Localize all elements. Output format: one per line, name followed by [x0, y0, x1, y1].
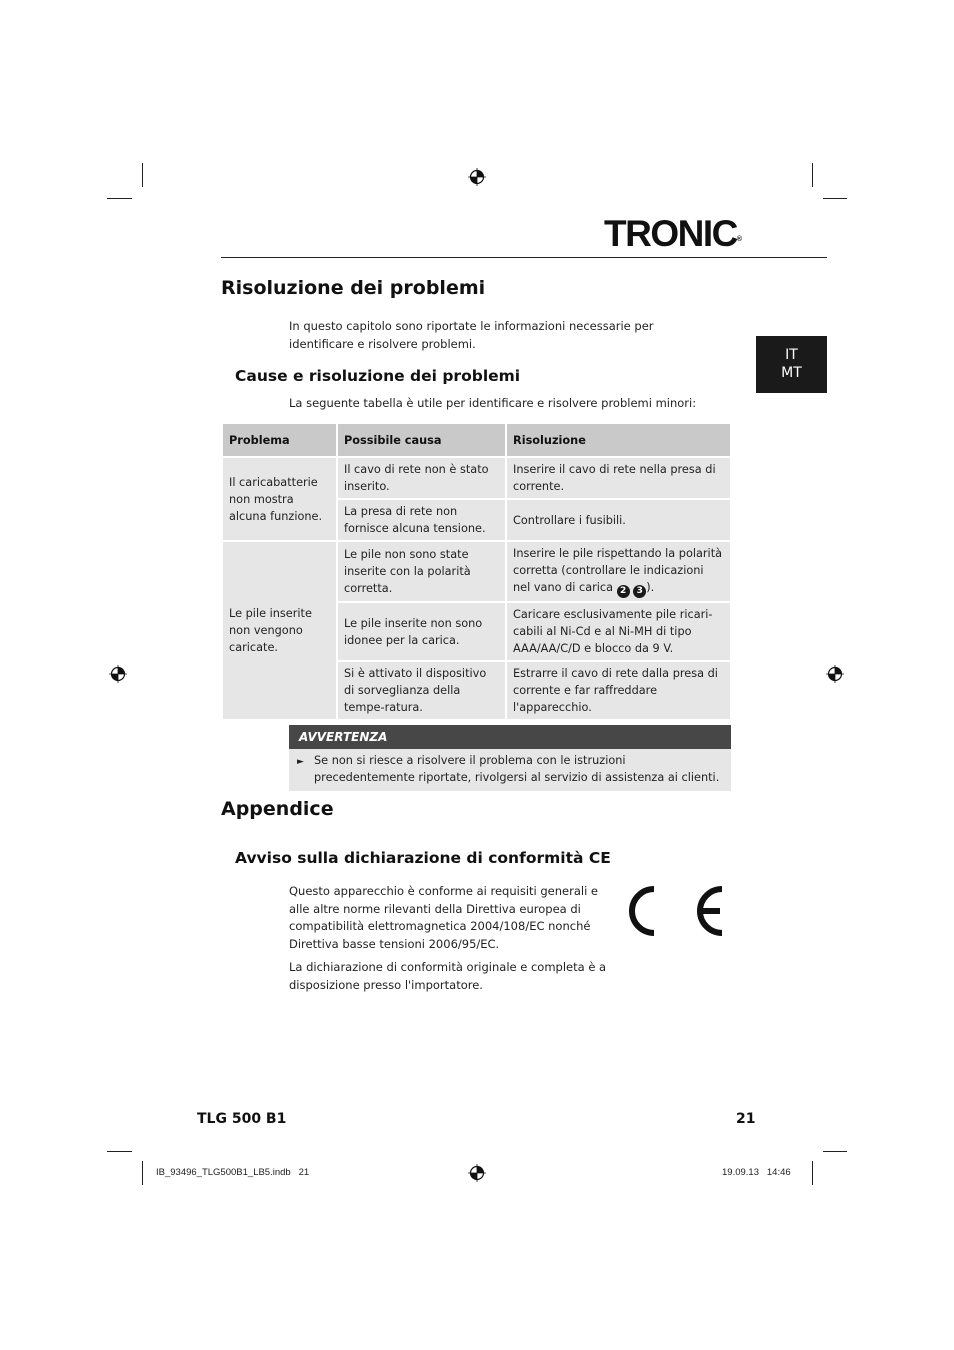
table-row [222, 457, 731, 499]
intro-paragraph: In questo capitolo sono riportate le informazioni necessarie per identificare e risolvere problemi. [289, 319, 654, 351]
cause-cell: La presa di rete non fornisce alcuna tensione. [337, 499, 506, 541]
cause-cell: Le pile non sono state inserite con la polarità corretta. [337, 541, 506, 602]
cause-cell: Le pile inserite non sono idonee per la carica. [337, 602, 506, 661]
appendix-title: Appendice [221, 798, 334, 820]
header-cause: Possibile causa [337, 423, 506, 457]
solution-cell [506, 541, 731, 602]
solution-text-end: ). [646, 581, 655, 594]
header-problem: Problema [222, 423, 337, 457]
problem-cell: Le pile inserite non vengono caricate. [222, 541, 337, 720]
bullet-arrow-icon: ► [297, 757, 304, 767]
language-tab-mt: MT [781, 365, 802, 381]
troubleshooting-table [221, 422, 732, 721]
registered-mark: ® [736, 236, 742, 243]
language-tab [756, 336, 827, 393]
table-header-row [222, 423, 731, 457]
crop-mark [107, 198, 132, 199]
print-slug-date: 19.09.13 14:46 [722, 1167, 791, 1178]
crop-mark [812, 163, 813, 187]
registration-mark-icon [109, 665, 127, 683]
language-tab-it: IT [785, 347, 798, 363]
warning-text: Se non si riesce a risolvere il problema con le istruzioni precedentemente riportate, rivolgersi al servizio di assistenza ai clienti. [314, 754, 720, 784]
brand-logo [604, 214, 742, 254]
registration-mark-icon [468, 1164, 486, 1182]
solution-text: Inserire le pile rispettando la polarità corretta (controllare le indicazioni nel vano di carica [513, 547, 723, 594]
registration-mark-icon [826, 665, 844, 683]
section-subtitle: Cause e risoluzione dei problemi [235, 367, 521, 385]
solution-cell: Estrarre il cavo di rete dalla presa di corrente e far raffreddare l'apparecchio. [506, 661, 731, 720]
crop-mark [142, 1161, 143, 1185]
brand-name: TRONIC [604, 213, 737, 254]
warning-body [289, 749, 731, 791]
crop-mark [107, 1151, 132, 1152]
appendix-subtitle: Avviso sulla dichiarazione di conformità CE [235, 849, 611, 867]
appendix-paragraph-1: Questo apparecchio è conforme ai requisiti generali e alle altre norme rilevanti della Direttiva europea di compatibilità elettromagnetica 2004/108/EC nonché Direttiva basse tensioni 2006/95/EC. [289, 884, 599, 951]
solution-cell: Controllare i fusibili. [506, 499, 731, 541]
page-title: Risoluzione dei problemi [221, 277, 486, 299]
print-slug-file: IB_93496_TLG500B1_LB5.indb 21 [156, 1167, 310, 1178]
crop-mark [823, 1151, 847, 1152]
figure-ref-badge: 2 [617, 585, 630, 598]
solution-cell: Inserire il cavo di rete nella presa di corrente. [506, 457, 731, 499]
figure-ref-badge: 3 [633, 585, 646, 598]
header-solution: Risoluzione [506, 423, 731, 457]
model-name: TLG 500 B1 [197, 1111, 287, 1127]
warning-title: AVVERTENZA [289, 725, 731, 749]
table-intro: La seguente tabella è utile per identificare e risolvere problemi minori: [289, 396, 697, 410]
cause-cell: Si è attivato il dispositivo di sorveglianza della tempe-ratura. [337, 661, 506, 720]
crop-mark [812, 1161, 813, 1185]
header-rule [221, 257, 827, 258]
appendix-paragraph-2: La dichiarazione di conformità originale e completa è a disposizione presso l'importatore. [289, 960, 607, 992]
crop-mark [142, 163, 143, 187]
problem-cell: Il caricabatterie non mostra alcuna funzione. [222, 457, 337, 541]
crop-mark [823, 198, 847, 199]
table-row [222, 541, 731, 602]
registration-mark-icon [468, 168, 486, 186]
page-number: 21 [736, 1111, 756, 1127]
cause-cell: Il cavo di rete non è stato inserito. [337, 457, 506, 499]
solution-cell: Caricare esclusivamente pile ricari-cabili al Ni-Cd e al Ni-MH di tipo AAA/AA/C/D e blocco da 9 V. [506, 602, 731, 661]
ce-mark-icon [628, 885, 728, 937]
